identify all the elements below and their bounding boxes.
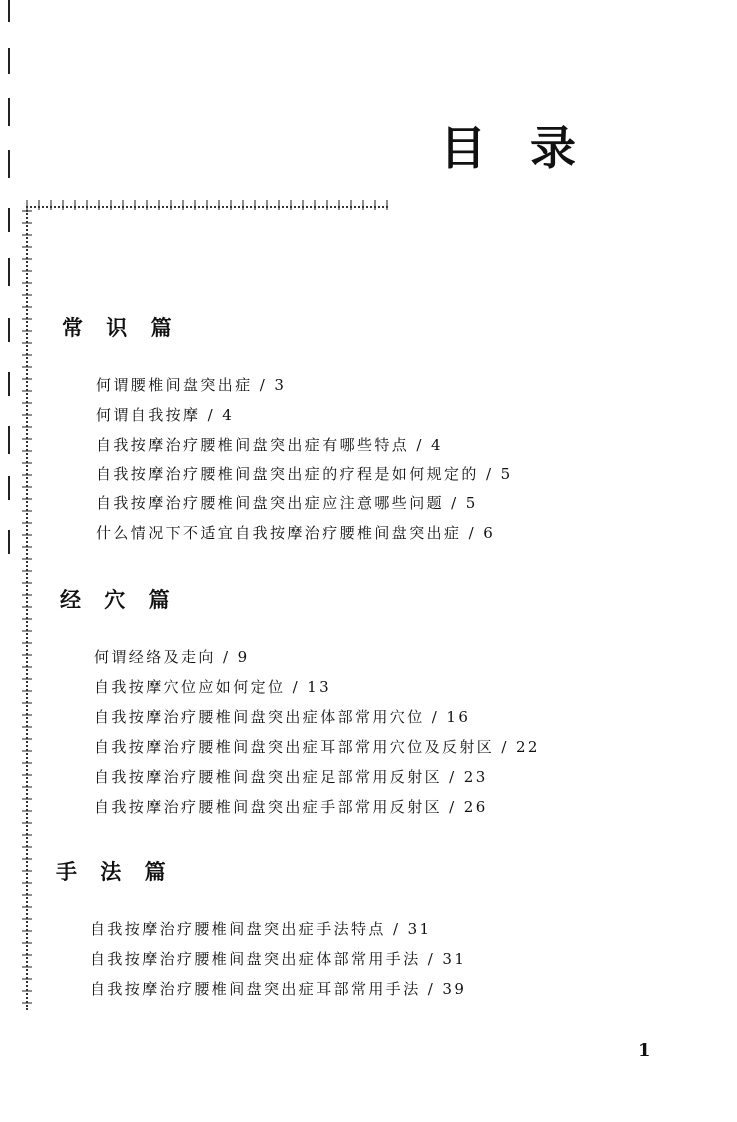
scan-edge-mark [8,0,10,22]
scan-edge-mark [8,48,10,74]
toc-entry[interactable]: 什么情况下不适宜自我按摩治疗腰椎间盘突出症 / 6 [96,524,496,542]
section-heading-shoufa: 手 法 篇 [56,860,174,884]
scan-edge-mark [8,208,10,232]
toc-entry[interactable]: 何谓经络及走向 / 9 [94,648,250,666]
page-number: 1 [638,1040,651,1061]
scan-edge-mark [8,318,10,342]
toc-entry[interactable]: 自我按摩治疗腰椎间盘突出症耳部常用手法 / 39 [90,980,467,998]
toc-entry[interactable]: 自我按摩治疗腰椎间盘突出症手部常用反射区 / 26 [94,798,488,816]
page-title: 目 录 [440,121,591,175]
scan-edge-mark [8,98,10,126]
toc-entry[interactable]: 自我按摩治疗腰椎间盘突出症耳部常用穴位及反射区 / 22 [94,738,540,756]
section-heading-changshi: 常 识 篇 [62,316,180,340]
scan-edge-mark [8,372,10,396]
scan-edge-mark [8,258,10,286]
toc-entry[interactable]: 自我按摩治疗腰椎间盘突出症的疗程是如何规定的 / 5 [96,465,513,483]
toc-entry[interactable]: 自我按摩治疗腰椎间盘突出症手法特点 / 31 [90,920,432,938]
toc-entry[interactable]: 自我按摩治疗腰椎间盘突出症有哪些特点 / 4 [96,436,443,454]
toc-entry[interactable]: 自我按摩治疗腰椎间盘突出症应注意哪些问题 / 5 [96,494,478,512]
scan-edge-mark [8,530,10,554]
toc-entry[interactable]: 何谓自我按摩 / 4 [96,406,235,424]
toc-entry[interactable]: 自我按摩治疗腰椎间盘突出症体部常用穴位 / 16 [94,708,471,726]
scan-edge-mark [8,150,10,178]
toc-entry[interactable]: 自我按摩治疗腰椎间盘突出症体部常用手法 / 31 [90,950,467,968]
decorative-top-border [26,206,388,222]
scan-edge-mark [8,426,10,454]
toc-entry[interactable]: 自我按摩穴位应如何定位 / 13 [94,678,332,696]
section-heading-jingxue: 经 穴 篇 [60,588,178,612]
decorative-left-border [26,210,42,1010]
toc-entry[interactable]: 自我按摩治疗腰椎间盘突出症足部常用反射区 / 23 [94,768,488,786]
toc-entry[interactable]: 何谓腰椎间盘突出症 / 3 [96,376,287,394]
scan-edge-mark [8,476,10,500]
